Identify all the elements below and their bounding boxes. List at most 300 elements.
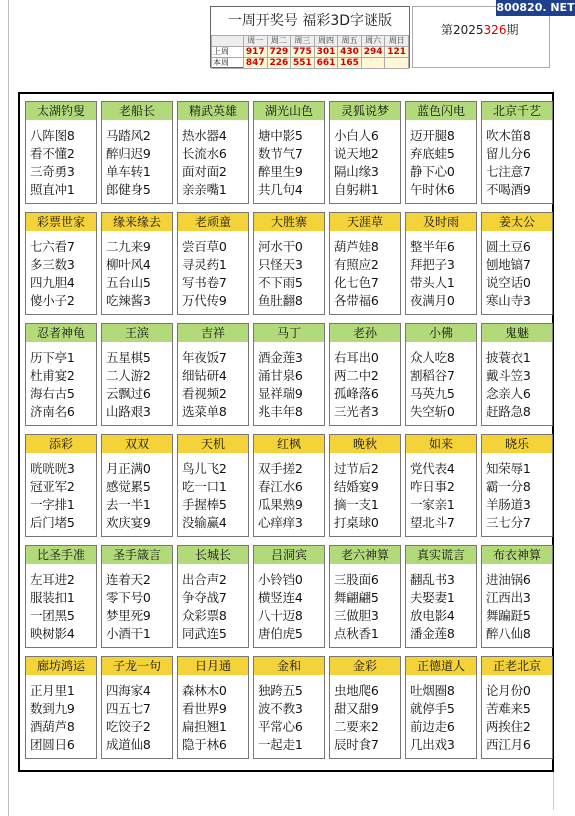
- cell-author-name: 老六神算: [330, 546, 400, 564]
- period-number: 326: [483, 23, 507, 37]
- riddle-line: 争夺战7: [182, 590, 227, 605]
- riddle-cell: [481, 212, 553, 315]
- riddle-line: 就停手5: [410, 701, 455, 716]
- riddle-line: 感觉累5: [106, 479, 151, 494]
- riddle-cell: [481, 656, 553, 759]
- riddle-line: 瓜果熟9: [258, 497, 303, 512]
- riddle-line: 两二中2: [334, 368, 379, 383]
- riddle-line: 羊肠道3: [486, 497, 531, 512]
- cell-author-name: 北京千艺: [482, 102, 552, 120]
- riddle-cell: [177, 545, 249, 648]
- period-prefix: 第2025: [441, 23, 484, 37]
- riddle-line: 虫地爬6: [334, 683, 379, 698]
- cell-riddle-lines: [258, 127, 324, 199]
- riddle-line: 塘中影5: [258, 128, 303, 143]
- riddle-cell: [329, 323, 401, 426]
- riddle-line: 平常心6: [258, 719, 303, 734]
- riddle-line: 三做胆3: [334, 608, 379, 623]
- riddle-cell: [329, 545, 401, 648]
- riddle-line: 零下号0: [106, 590, 151, 605]
- riddle-line: 三股面6: [334, 572, 379, 587]
- riddle-line: 历下亭1: [30, 350, 75, 365]
- riddle-line: 一字排1: [30, 497, 75, 512]
- cell-author-name: 天涯草: [330, 213, 400, 231]
- cell-author-name: 鬼魅: [482, 324, 552, 342]
- this-week-label: 本周: [212, 58, 244, 69]
- cell-author-name: 金和: [254, 657, 324, 675]
- riddle-line: 打桌球0: [334, 515, 379, 530]
- cell-author-name: 蓝色闪电: [406, 102, 476, 120]
- cell-author-name: 老孙: [330, 324, 400, 342]
- cell-author-name: 太湖钓叟: [26, 102, 96, 120]
- cell-riddle-lines: [258, 571, 324, 643]
- riddle-cell: [405, 545, 477, 648]
- riddle-line: 看世界9: [182, 701, 227, 716]
- riddle-line: 鸟儿飞2: [182, 461, 227, 476]
- day-label: 周五: [338, 36, 362, 47]
- this-week-row: [212, 58, 409, 69]
- riddle-line: 一起走1: [258, 737, 303, 752]
- cell-author-name: 廊坊鸿运: [26, 657, 96, 675]
- riddle-line: 翻乱书3: [410, 572, 455, 587]
- riddle-line: 吃饺子2: [106, 719, 151, 734]
- cell-author-name: 老顽童: [178, 213, 248, 231]
- riddle-line: 静下心0: [410, 164, 455, 179]
- riddle-line: 苦难来5: [486, 701, 531, 716]
- riddle-line: 二人游2: [106, 368, 151, 383]
- riddle-line: 兆丰年8: [258, 404, 303, 419]
- riddle-line: 独跨五5: [258, 683, 303, 698]
- riddle-line: 点秋香1: [334, 626, 379, 641]
- riddle-line: 过节后2: [334, 461, 379, 476]
- riddle-line: 寒山寺3: [486, 293, 531, 308]
- riddle-line: 二要来2: [334, 719, 379, 734]
- riddle-line: 说天地2: [334, 146, 379, 161]
- riddle-cell: [253, 101, 325, 204]
- riddle-line: 党代表4: [410, 461, 455, 476]
- riddle-line: 迈开腿8: [410, 128, 455, 143]
- riddle-line: 戴斗笠3: [486, 368, 531, 383]
- cell-riddle-lines: [258, 238, 324, 310]
- riddle-line: 带头人1: [410, 275, 455, 290]
- riddle-line: 年夜饭7: [182, 350, 227, 365]
- riddle-line: 杜甫宴2: [30, 368, 75, 383]
- riddle-line: 放电影4: [410, 608, 455, 623]
- riddle-line: 柳叶风4: [106, 257, 151, 272]
- cell-riddle-lines: [258, 682, 324, 754]
- riddle-cell: [481, 323, 553, 426]
- cell-riddle-lines: [486, 349, 552, 421]
- cell-riddle-lines: [30, 571, 96, 643]
- draw-number: 226: [267, 58, 291, 69]
- cell-riddle-lines: [30, 349, 96, 421]
- cell-riddle-lines: [410, 127, 476, 199]
- draw-number: 847: [244, 58, 268, 69]
- cell-riddle-lines: [106, 127, 172, 199]
- riddle-line: 四九胆4: [30, 275, 75, 290]
- cell-riddle-lines: [106, 460, 172, 532]
- riddle-cell: [253, 434, 325, 537]
- riddle-line: 三光者3: [334, 404, 379, 419]
- riddle-line: 没输赢4: [182, 515, 227, 530]
- cell-author-name: 大胜寨: [254, 213, 324, 231]
- riddle-line: 鱼肚翻8: [258, 293, 303, 308]
- riddle-line: 结婚宴9: [334, 479, 379, 494]
- riddle-line: 热水器4: [182, 128, 227, 143]
- riddle-line: 二九来9: [106, 239, 151, 254]
- riddle-line: 波不教3: [258, 701, 303, 716]
- riddle-cell: [25, 101, 97, 204]
- day-label: 周四: [314, 36, 338, 47]
- riddle-line: 涌甘泉6: [258, 368, 303, 383]
- riddle-line: 写书卷7: [182, 275, 227, 290]
- riddle-line: 辰时食7: [334, 737, 379, 752]
- riddle-line: 舞蹁跹5: [486, 608, 531, 623]
- riddle-board: [18, 92, 554, 772]
- draw-number: [361, 58, 385, 69]
- draw-number: 775: [291, 47, 315, 58]
- cell-author-name: 红枫: [254, 435, 324, 453]
- cell-author-name: 如来: [406, 435, 476, 453]
- cell-author-name: 正老北京: [482, 657, 552, 675]
- cell-author-name: 子龙一句: [102, 657, 172, 675]
- draw-corner-cell: [212, 36, 244, 47]
- cell-riddle-lines: [334, 460, 400, 532]
- riddle-cell: [253, 212, 325, 315]
- cell-author-name: 及时雨: [406, 213, 476, 231]
- cell-author-name: 真实谎言: [406, 546, 476, 564]
- riddle-line: 刨地镐7: [486, 257, 531, 272]
- cell-riddle-lines: [182, 682, 248, 754]
- riddle-line: 长流水6: [182, 146, 227, 161]
- riddle-line: 连着天2: [106, 572, 151, 587]
- riddle-line: 八十迈8: [258, 608, 303, 623]
- riddle-line: 弃底蛙5: [410, 146, 455, 161]
- riddle-cell: [177, 434, 249, 537]
- cell-riddle-lines: [334, 238, 400, 310]
- riddle-line: 出合声2: [182, 572, 227, 587]
- cell-author-name: 日月通: [178, 657, 248, 675]
- riddle-line: 留儿分6: [486, 146, 531, 161]
- riddle-line: 醉归迟9: [106, 146, 151, 161]
- riddle-line: 酒葫芦8: [30, 719, 75, 734]
- riddle-line: 隔山缘3: [334, 164, 379, 179]
- riddle-line: 唐伯虎5: [258, 626, 303, 641]
- riddle-line: 傻小子2: [30, 293, 75, 308]
- cell-riddle-lines: [486, 460, 552, 532]
- riddle-line: 选菜单8: [182, 404, 227, 419]
- cell-author-name: 金彩: [330, 657, 400, 675]
- riddle-line: 披蓑衣1: [486, 350, 531, 365]
- cell-riddle-lines: [334, 349, 400, 421]
- draw-number: 551: [291, 58, 315, 69]
- riddle-cell: [405, 212, 477, 315]
- cell-riddle-lines: [106, 682, 172, 754]
- draw-number: 917: [244, 47, 268, 58]
- day-label: 周二: [267, 36, 291, 47]
- riddle-line: 海右古5: [30, 386, 75, 401]
- riddle-line: 寻灵药1: [182, 257, 227, 272]
- riddle-line: 心痒痒3: [258, 515, 303, 530]
- riddle-line: 三七分7: [486, 515, 531, 530]
- cell-author-name: 圣手箴言: [102, 546, 172, 564]
- riddle-line: 进油锅6: [486, 572, 531, 587]
- riddle-cell: [329, 212, 401, 315]
- riddle-line: 说空话0: [486, 275, 531, 290]
- weekly-draw-table: [210, 6, 410, 68]
- riddle-cell: [101, 656, 173, 759]
- cell-riddle-lines: [410, 238, 476, 310]
- riddle-line: 孤峰落6: [334, 386, 379, 401]
- riddle-line: 双手搓2: [258, 461, 303, 476]
- riddle-line: 手握棒5: [182, 497, 227, 512]
- day-label: 周一: [244, 36, 268, 47]
- riddle-cell: [405, 101, 477, 204]
- riddle-cell: [177, 656, 249, 759]
- riddle-line: 众人吃8: [410, 350, 455, 365]
- cell-author-name: 王滨: [102, 324, 172, 342]
- riddle-line: 一家亲1: [410, 497, 455, 512]
- cell-riddle-lines: [30, 127, 96, 199]
- cell-author-name: 吉祥: [178, 324, 248, 342]
- day-label: 周日: [385, 36, 409, 47]
- cell-author-name: 双双: [102, 435, 172, 453]
- cell-author-name: 晓乐: [482, 435, 552, 453]
- riddle-cell: [481, 434, 553, 537]
- riddle-cell: [177, 323, 249, 426]
- draw-results-grid: [211, 35, 409, 69]
- cell-riddle-lines: [486, 127, 552, 199]
- cell-riddle-lines: [334, 571, 400, 643]
- cell-author-name: 老船长: [102, 102, 172, 120]
- cell-author-name: 长城长: [178, 546, 248, 564]
- riddle-line: 正月里1: [30, 683, 75, 698]
- riddle-line: 圆土豆6: [486, 239, 531, 254]
- riddle-line: 有照应2: [334, 257, 379, 272]
- riddle-line: 不下雨5: [258, 275, 303, 290]
- cell-author-name: 布衣神算: [482, 546, 552, 564]
- riddle-line: 醉八仙8: [486, 626, 531, 641]
- cell-riddle-lines: [182, 349, 248, 421]
- riddle-line: 看不懂2: [30, 146, 75, 161]
- cell-riddle-lines: [486, 682, 552, 754]
- cell-author-name: 姜太公: [482, 213, 552, 231]
- riddle-line: 望北斗7: [410, 515, 455, 530]
- riddle-line: 前边走6: [410, 719, 455, 734]
- riddle-line: 吹木笛8: [486, 128, 531, 143]
- riddle-line: 服装扣1: [30, 590, 75, 605]
- last-week-row: [212, 47, 409, 58]
- riddle-line: 多三数3: [30, 257, 75, 272]
- riddle-line: 醉里生9: [258, 164, 303, 179]
- riddle-line: 化七色7: [334, 275, 379, 290]
- riddle-line: 细钻研4: [182, 368, 227, 383]
- riddle-line: 欢庆宴9: [106, 515, 151, 530]
- riddle-line: 酒金莲3: [258, 350, 303, 365]
- riddle-line: 咋日事2: [410, 479, 455, 494]
- riddle-cell: [101, 545, 173, 648]
- draw-number: 294: [361, 47, 385, 58]
- cell-author-name: 添彩: [26, 435, 96, 453]
- riddle-line: 小铃铛0: [258, 572, 303, 587]
- riddle-line: 甜又甜9: [334, 701, 379, 716]
- riddle-line: 午时休6: [410, 182, 455, 197]
- riddle-cell: [329, 434, 401, 537]
- riddle-cell: [253, 323, 325, 426]
- riddle-line: 单车转1: [106, 164, 151, 179]
- riddle-line: 数节气7: [258, 146, 303, 161]
- draw-number: 661: [314, 58, 338, 69]
- riddle-line: 拜把子3: [410, 257, 455, 272]
- riddle-line: 西江月6: [486, 737, 531, 752]
- cell-riddle-lines: [30, 460, 96, 532]
- cell-riddle-lines: [258, 349, 324, 421]
- riddle-line: 去一半1: [106, 497, 151, 512]
- riddle-line: 一团黑5: [30, 608, 75, 623]
- riddle-cell: [101, 434, 173, 537]
- riddle-line: 五星棋5: [106, 350, 151, 365]
- draw-number: 121: [385, 47, 409, 58]
- day-label: 周六: [361, 36, 385, 47]
- riddle-line: 春江水6: [258, 479, 303, 494]
- riddle-line: 七注意7: [486, 164, 531, 179]
- riddle-line: 夫娶妻1: [410, 590, 455, 605]
- riddle-cell: [329, 656, 401, 759]
- riddle-cell: [481, 101, 553, 204]
- riddle-cell: [101, 323, 173, 426]
- page-margin-rule: [8, 0, 9, 816]
- riddle-line: 横竖连4: [258, 590, 303, 605]
- cell-author-name: 天机: [178, 435, 248, 453]
- riddle-line: 左耳进2: [30, 572, 75, 587]
- cell-author-name: 彩票世家: [26, 213, 96, 231]
- cell-riddle-lines: [334, 682, 400, 754]
- cell-riddle-lines: [106, 571, 172, 643]
- cell-riddle-lines: [106, 349, 172, 421]
- riddle-line: 四海家4: [106, 683, 151, 698]
- site-watermark-badge: 800820. NET: [496, 1, 575, 14]
- cell-author-name: 小佛: [406, 324, 476, 342]
- riddle-line: 同武连5: [182, 626, 227, 641]
- riddle-cell: [405, 434, 477, 537]
- riddle-line: 葫芦娃8: [334, 239, 379, 254]
- draw-number: 301: [314, 47, 338, 58]
- riddle-line: 共几句4: [258, 182, 303, 197]
- riddle-line: 吃一口1: [182, 479, 227, 494]
- riddle-cell: [177, 212, 249, 315]
- cell-author-name: 精武英雄: [178, 102, 248, 120]
- draw-table-title: 一周开奖号 福彩3D字谜版: [211, 7, 409, 36]
- cell-riddle-lines: [182, 127, 248, 199]
- period-label: [441, 21, 518, 38]
- riddle-line: 济南名6: [30, 404, 75, 419]
- cell-riddle-lines: [182, 571, 248, 643]
- cell-riddle-lines: [30, 682, 96, 754]
- riddle-cell: [253, 545, 325, 648]
- riddle-line: 自躬耕1: [334, 182, 379, 197]
- riddle-line: 小酒干1: [106, 626, 151, 641]
- riddle-line: 数到九9: [30, 701, 75, 716]
- riddle-line: 右耳出0: [334, 350, 379, 365]
- riddle-cell: [405, 323, 477, 426]
- riddle-line: 云飘过6: [106, 386, 151, 401]
- riddle-cell: [177, 101, 249, 204]
- cell-author-name: 湖光山色: [254, 102, 324, 120]
- riddle-line: 映树影4: [30, 626, 75, 641]
- draw-number: 430: [338, 47, 362, 58]
- riddle-line: 吃辣酱3: [106, 293, 151, 308]
- riddle-line: 割稻谷7: [410, 368, 455, 383]
- riddle-cell: [101, 101, 173, 204]
- riddle-line: 冠亚军2: [30, 479, 75, 494]
- riddle-line: 八阵图8: [30, 128, 75, 143]
- last-week-label: 上周: [212, 47, 244, 58]
- cell-riddle-lines: [410, 349, 476, 421]
- riddle-line: 论月份0: [486, 683, 531, 698]
- riddle-line: 霸一分8: [486, 479, 531, 494]
- cell-riddle-lines: [182, 238, 248, 310]
- riddle-line: 扁担翘1: [182, 719, 227, 734]
- riddle-line: 夜满月0: [410, 293, 455, 308]
- cell-riddle-lines: [486, 238, 552, 310]
- riddle-line: 四五七7: [106, 701, 151, 716]
- riddle-line: 尝百草0: [182, 239, 227, 254]
- riddle-line: 赶路急8: [486, 404, 531, 419]
- riddle-line: 显祥瑞9: [258, 386, 303, 401]
- riddle-line: 失空斩0: [410, 404, 455, 419]
- riddle-cell: [25, 545, 97, 648]
- riddle-line: 月正满0: [106, 461, 151, 476]
- riddle-cell: [25, 323, 97, 426]
- riddle-line: 各带福6: [334, 293, 379, 308]
- riddle-line: 亲亲嘴1: [182, 182, 227, 197]
- riddle-cell: [101, 212, 173, 315]
- riddle-line: 五台山5: [106, 275, 151, 290]
- riddle-line: 后门堵5: [30, 515, 75, 530]
- cell-riddle-lines: [30, 238, 96, 310]
- riddle-line: 森林木0: [182, 683, 227, 698]
- riddle-line: 山路艰3: [106, 404, 151, 419]
- riddle-line: 梦里死9: [106, 608, 151, 623]
- riddle-cell: [25, 434, 97, 537]
- riddle-line: 看视频2: [182, 386, 227, 401]
- riddle-line: 面对面2: [182, 164, 227, 179]
- draw-number: 729: [267, 47, 291, 58]
- cell-author-name: 吕洞宾: [254, 546, 324, 564]
- riddle-line: 三奇勇3: [30, 164, 75, 179]
- riddle-line: 河水干0: [258, 239, 303, 254]
- riddle-cell: [329, 101, 401, 204]
- riddle-line: 不喝酒9: [486, 182, 531, 197]
- riddle-line: 舞翩翩5: [334, 590, 379, 605]
- riddle-line: 咣咣咣3: [30, 461, 75, 476]
- riddle-line: 两挨住2: [486, 719, 531, 734]
- cell-riddle-lines: [410, 571, 476, 643]
- cell-riddle-lines: [334, 127, 400, 199]
- riddle-line: 只怪天3: [258, 257, 303, 272]
- draw-number: 165: [338, 58, 362, 69]
- riddle-line: 吐烟圈8: [410, 683, 455, 698]
- riddle-line: 潘金莲8: [410, 626, 455, 641]
- riddle-line: 七六看7: [30, 239, 75, 254]
- riddle-line: 知荣辱1: [486, 461, 531, 476]
- riddle-line: 马英九5: [410, 386, 455, 401]
- riddle-line: 摘一支1: [334, 497, 379, 512]
- cell-riddle-lines: [258, 460, 324, 532]
- riddle-line: 团圆日6: [30, 737, 75, 752]
- riddle-cell: [253, 656, 325, 759]
- cell-author-name: 灵狐说梦: [330, 102, 400, 120]
